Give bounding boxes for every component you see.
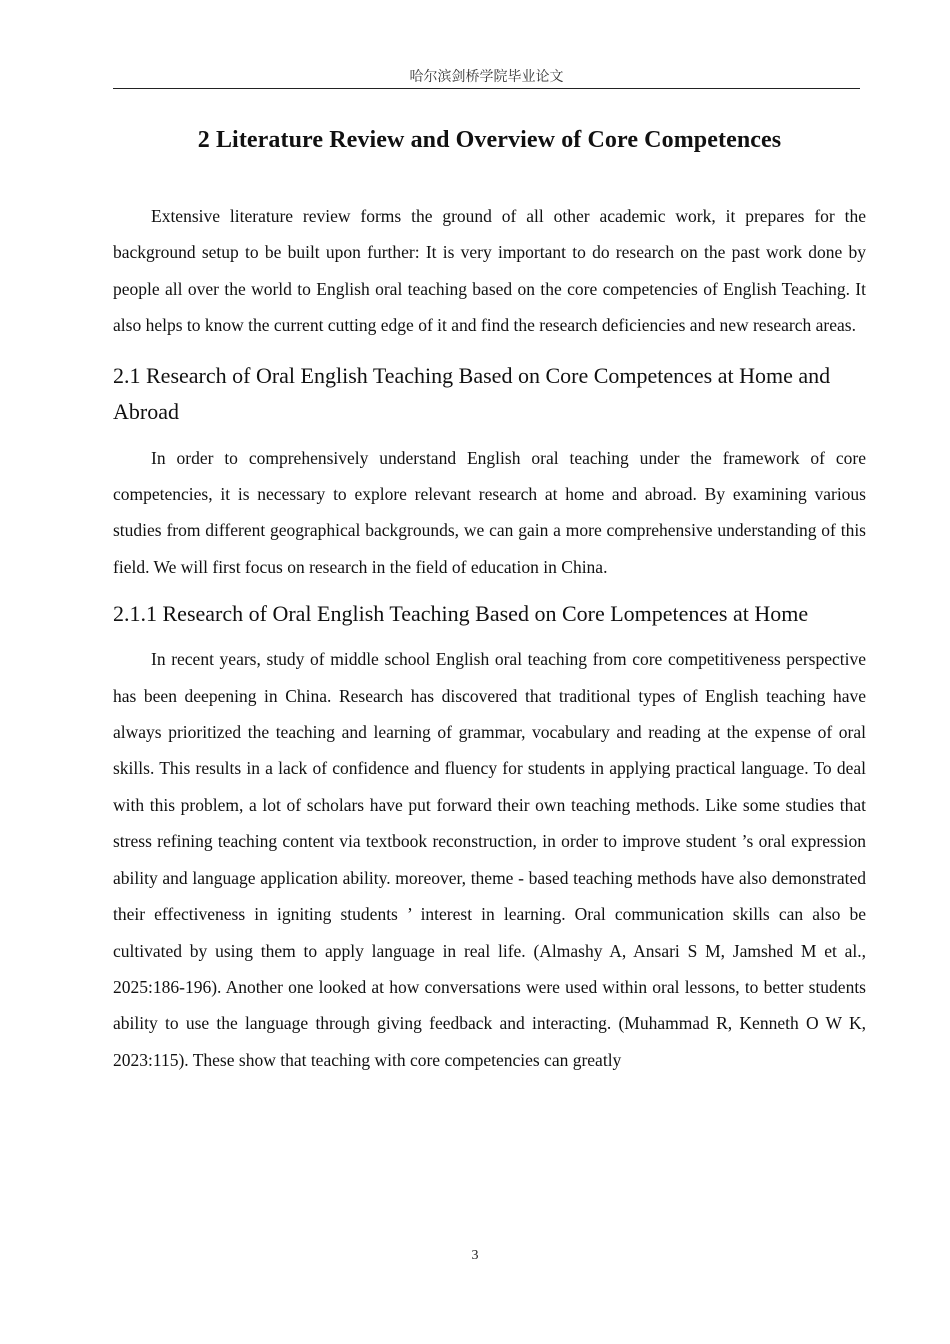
running-header: 哈尔滨剑桥学院毕业论文 <box>409 69 564 85</box>
page-body <box>113 118 866 1078</box>
intro-paragraph: Extensive literature review forms the ground of all other academic work, it prepares for the background setup to be built upon further: It is very important to do research on the past work done by people all over the world to English oral teaching based on the core competencies of English Teaching. It also helps to know the current cutting edge of it and find the research deficiencies and new research areas. <box>113 206 866 336</box>
section-2-1-1-paragraph: In recent years, study of middle school English oral teaching from core competitiveness perspective has been deepening in China. Research has discovered that traditional types of English teaching have always prioritized the teaching and learning of grammar, vocabulary and reading at the expense of oral skills. This results in a lack of confidence and fluency for students in applying practical language. To deal with this problem, a lot of scholars have put forward their own teaching methods. Like some studies that stress refining teaching content via textbook reconstruction, in order to improve student ’s oral expression ability and language application ability. moreover, theme - based teaching methods have also demonstrated their effectiveness in igniting students ’ interest in learning. Oral communication skills can also be cultivated by using them to apply language in real life. (Almashy A, Ansari S M, Jamshed M et al., 2025:186-196). Another one looked at how conversations were used within oral lessons, to better students ability to use the language through giving feedback and interacting. (Muhammad R, Kenneth O W K, 2023:115). These show that teaching with core competencies can greatly <box>113 649 866 1070</box>
header-rule <box>113 88 860 89</box>
chapter-title: 2 Literature Review and Overview of Core Competences <box>197 127 782 153</box>
section-2-1-1-heading: 2.1.1 Research of Oral English Teaching Based on Core Lompetences at Home <box>113 601 809 627</box>
section-2-1-paragraph: In order to comprehensively understand English oral teaching under the framework of core competencies, it is necessary to explore relevant research at home and abroad. By examining various studies from different geographical backgrounds, we can gain a more comprehensive understanding of this field. We will first focus on research in the field of education in China. <box>113 447 866 577</box>
page-number: 3 <box>471 1248 479 1263</box>
section-2-1-heading: 2.1 Research of Oral English Teaching Based on Core Competences at Home and Abroad <box>113 362 831 424</box>
